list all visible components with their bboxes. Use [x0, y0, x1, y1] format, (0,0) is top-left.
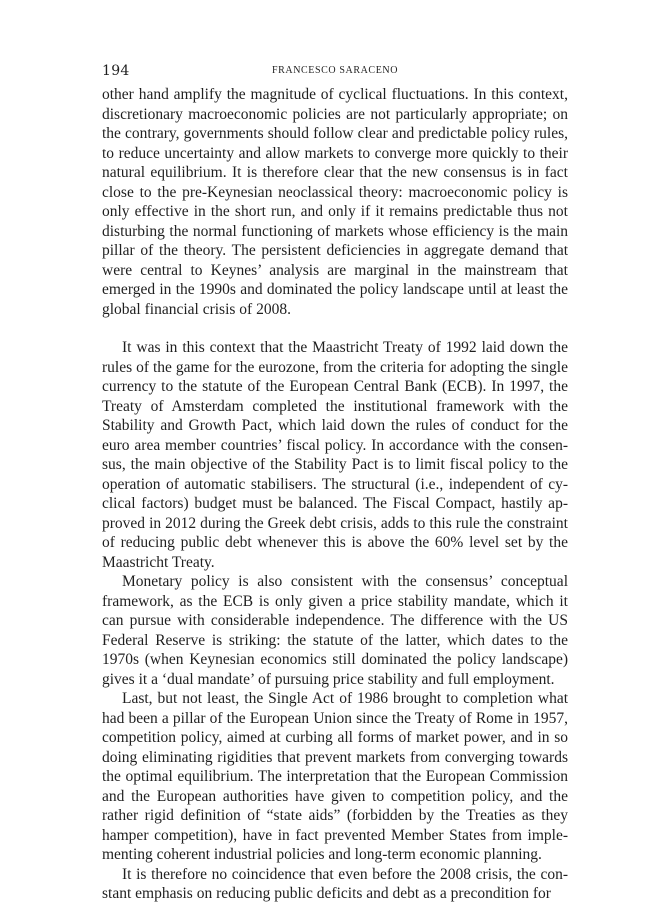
book-page [102, 61, 568, 904]
paragraph-maastricht-treaty: It was in this context that the Maastricht Treaty of 1992 laid down the rules of the game for the eurozone, from the criteria for adopting the single currency to the statute of the European Central Bank (ECB). In 1997, the Treaty of Amsterdam completed the institutional framework with the Stability and Growth Pact, which laid down the rules of conduct for the euro area member countries’ fiscal policy. In accordance with the consensus, the main objective of the Stability Pact is to limit fiscal policy to the operation of automatic stabilisers. The structural (i.e., independent of cyclical factors) budget must be balanced. The Fiscal Compact, hastily approved in 2012 during the Greek debt crisis, adds to this rule the constraint of reducing public debt whenever this is above the 60% level set by the Maastricht Treaty. [102, 339, 568, 571]
running-head-author: FRANCESCO SARACENO [271, 65, 399, 76]
paragraph-single-act: Last, but not least, the Single Act of 1986 brought to completion what had been a pillar of the European Union since the Treaty of Rome in 1957, competition policy, aimed at curbing all forms of market power, and in so doing eliminating rigidities that prevent markets from converging towards the optimal equilibrium. The interpretation that the European Commission and the European authorities have given to competition policy, and the rather rigid definition of “state aids” (forbidden by the Treaties as they hamper competition), have in fact prevented Member States from implementing coherent industrial policies and long-term economic planning. [102, 690, 568, 863]
paragraph-no-coincidence: It is therefore no coincidence that even before the 2008 crisis, the constant emphasis on reducing public deficits and debt as a precondition for [102, 865, 568, 902]
paragraph-continued: other hand amplify the magnitude of cyclical fluctuations. In this context, discretionary macroeconomic policies are not particularly appropriate; on the contrary, governments should follow clear and predictable policy rules, to reduce uncertainty and allow markets to converge more quickly to their natural equilibrium. It is therefore clear that the new consensus is in fact close to the pre-Keynesian neoclassical theory: macroeconomic policy is only effective in the short run, and only if it remains predictable thus not disturbing the normal functioning of markets whose efficiency is the main pillar of the theory. The persistent deficiencies in aggregate demand that were central to Keynes’ analysis are marginal in the mainstream that emerged in the 1990s and dominated the policy landscape until at least the global financial crisis of 2008. [102, 86, 568, 318]
paragraph-monetary-policy: Monetary policy is also consistent with the consensus’ conceptual framework, as the ECB is only given a price stability mandate, which it can pursue with considerable independence. The difference with the US Federal Reserve is striking: the statute of the latter, which dates to the 1970s (when Keynesian economics still dominated the policy landscape) gives it a ‘dual mandate’ of pursuing price stability and full employment. [102, 573, 568, 688]
running-head [102, 61, 568, 85]
body-text [102, 85, 568, 904]
page-number: 194 [102, 63, 130, 79]
